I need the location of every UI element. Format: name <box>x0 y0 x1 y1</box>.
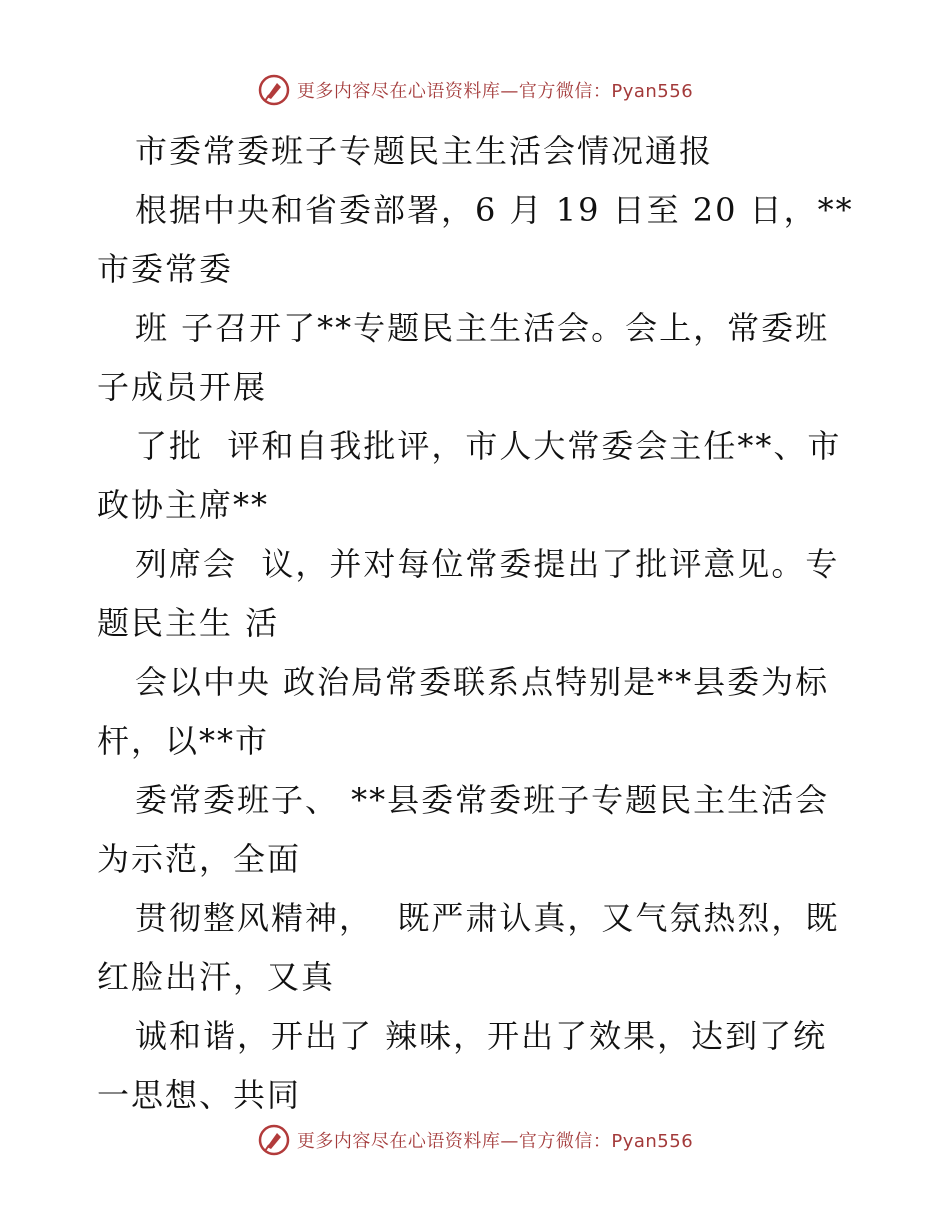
paragraph-line: 政协主席** <box>97 486 270 524</box>
document-body <box>97 122 857 1125</box>
document-title: 市委常委班子专题民主生活会情况通报 <box>135 132 714 170</box>
footer-banner-text: 更多内容尽在心语资料库—官方微信：Pyan556 <box>296 1131 694 1152</box>
header-banner-text: 更多内容尽在心语资料库—官方微信：Pyan556 <box>296 81 694 102</box>
paragraph-line: 一思想、共同 <box>97 1076 302 1114</box>
paragraph-line: 为示范，全面 <box>97 840 302 878</box>
paragraph-line: 根据中央和省委部署，6 月 19 日至 20 日，** <box>135 191 854 229</box>
paragraph-line: 题民主生 活 <box>97 604 280 642</box>
header-banner <box>0 70 950 110</box>
paragraph-line: 贯彻整风精神， 既严肃认真，又气氛热烈，既 <box>135 899 840 937</box>
paragraph-line: 红脸出汗，又真 <box>97 958 336 996</box>
paragraph-line: 诚和谐，开出了 辣味，开出了效果，达到了统 <box>135 1017 828 1055</box>
paragraph-line: 杆，以**市 <box>97 722 270 760</box>
paragraph-line: 班 子召开了**专题民主生活会。会上，常委班 <box>135 309 830 347</box>
paragraph-line: 委常委班子、 **县委常委班子专题民主生活会 <box>135 781 830 819</box>
footer-banner <box>0 1120 950 1160</box>
paragraph-line: 市委常委 <box>97 250 234 288</box>
paragraph-line: 会以中央 政治局常委联系点特别是**县委为标 <box>135 663 830 701</box>
pen-nib-icon <box>257 1123 291 1157</box>
paragraph-line: 子成员开展 <box>97 368 268 406</box>
pen-nib-icon <box>257 73 291 107</box>
paragraph-line: 列席会 议，并对每位常委提出了批评意见。专 <box>135 545 840 583</box>
paragraph-line: 了批 评和自我批评，市人大常委会主任**、市 <box>135 427 842 465</box>
